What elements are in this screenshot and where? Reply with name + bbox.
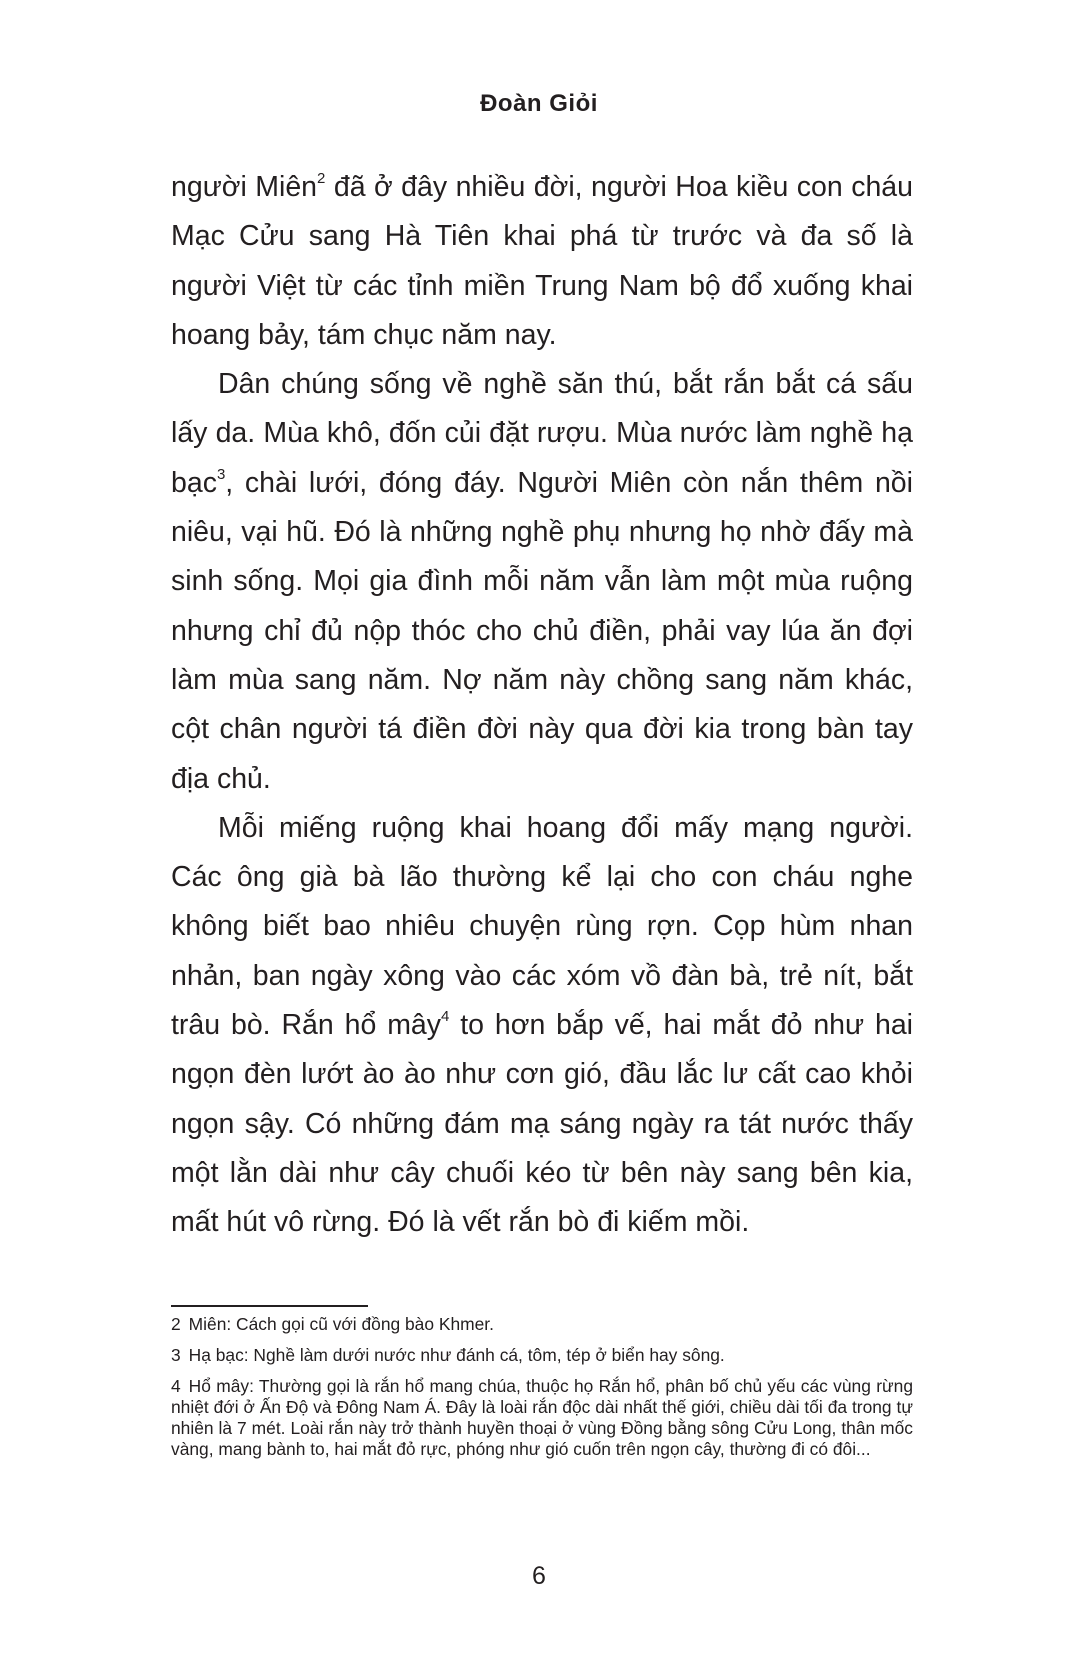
footnote-text: Miên: Cách gọi cũ với đồng bào Khmer. bbox=[188, 1314, 494, 1334]
page-number: 6 bbox=[532, 1562, 546, 1590]
paragraph-1 bbox=[171, 163, 913, 360]
paragraph-1-text-a: người Miên bbox=[171, 171, 318, 203]
paragraph-3-text-a: Mỗi miếng ruộng khai hoang đổi mấy mạng người. Các ông già bà lão thường kể lại cho con cháu nghe không biết bao nhiêu chuyện rùng rợn. Cọp hùm nhan nhản, ban ngày xông vào các xóm vồ đàn bà, trẻ nít, bắt trâu bò. Rắn hổ mây bbox=[171, 811, 913, 1042]
paragraph-3-text-b: to hơn bắp vế, hai mắt đỏ như hai ngọn đèn lướt ào ào như cơn gió, đầu lắc lư cất cao khỏi ngọn sậy. Có những đám mạ sáng ngày ra tát nước thấy một lằn dài như cây chuối kéo từ bên này sang bên kia, mất hút vô rừng. Đó là vết rắn bò đi kiếm mồi. bbox=[171, 1009, 914, 1239]
footnotes bbox=[171, 1314, 913, 1470]
footnote-text: Hạ bạc: Nghề làm dưới nước như đánh cá, tôm, tép ở biển hay sông. bbox=[188, 1345, 725, 1365]
footnote-number: 3 bbox=[171, 1345, 181, 1365]
footnote bbox=[171, 1345, 913, 1366]
paragraph-3 bbox=[171, 804, 913, 1248]
paragraph-1-text-b: đã ở đây nhiều đời, người Hoa kiều con cháu Mạc Cửu sang Hà Tiên khai phá từ trước và đa số là người Việt từ các tỉnh miền Trung Nam bộ đổ xuống khai hoang bảy, tám chục năm nay. bbox=[171, 171, 913, 351]
running-header-author: Đoàn Giỏi bbox=[480, 90, 598, 117]
footnote-number: 4 bbox=[171, 1376, 181, 1396]
footnote-number: 2 bbox=[171, 1314, 181, 1334]
paragraph-2-text-a: Dân chúng sống về nghề săn thú, bắt rắn bắt cá sấu lấy da. Mùa khô, đốn củi đặt rượu. Mùa nước làm nghề hạ bạc bbox=[171, 368, 913, 499]
footnote-ref-3: 3 bbox=[216, 465, 226, 483]
body-text bbox=[171, 163, 913, 1248]
footnote bbox=[171, 1376, 913, 1460]
footnote-text: Hổ mây: Thường gọi là rắn hổ mang chúa, thuộc họ Rắn hổ, phân bố chủ yếu các vùng rừng nhiệt đới ở Ấn Độ và Đông Nam Á. Đây là loài rắn độc dài nhất thế giới, chiều dài tối đa trong tự nhiên là 7 mét. Loài rắn này trở thành huyền thoại ở vùng Đồng bằng sông Cửu Long, thân mốc vàng, mang bành to, hai mắt đỏ rực, phóng như gió cuốn trên ngọn cây, thường đi có đôi... bbox=[171, 1376, 913, 1459]
footnote-ref-4: 4 bbox=[441, 1008, 450, 1026]
footnote-ref-2: 2 bbox=[317, 170, 326, 187]
footnote bbox=[171, 1314, 913, 1335]
paragraph-2 bbox=[171, 360, 913, 804]
footnote-separator bbox=[171, 1305, 368, 1307]
paragraph-2-text-b: , chài lưới, đóng đáy. Người Miên còn nắn thêm nồi niêu, vại hũ. Đó là những nghề phụ nhưng họ nhờ đấy mà sinh sống. Mọi gia đình mỗi năm vẫn làm một mùa ruộng nhưng chỉ đủ nộp thóc cho chủ điền, phải vay lúa ăn đợi làm mùa sang năm. Nợ năm này chồng sang năm khác, cột chân người tá điền đời này qua đời kia trong bàn tay địa chủ. bbox=[171, 466, 913, 795]
